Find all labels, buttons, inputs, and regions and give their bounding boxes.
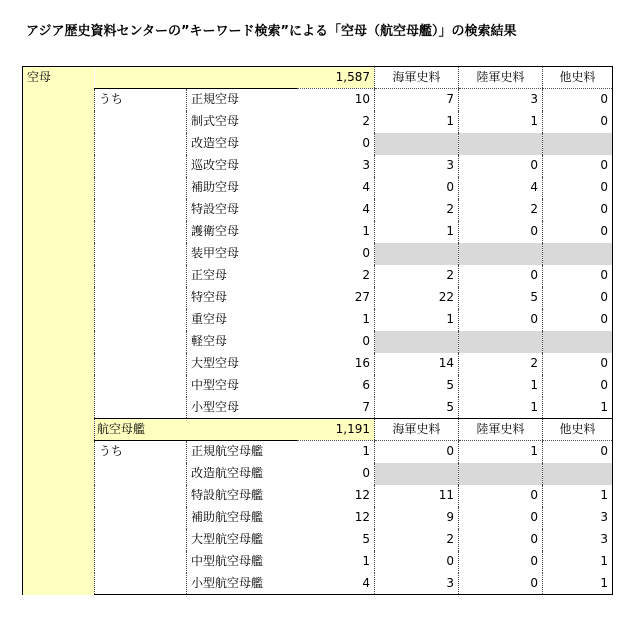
row-total: 0	[362, 136, 370, 150]
row-total: 1	[362, 554, 370, 568]
table-row	[23, 89, 613, 111]
row-total: 2	[362, 114, 370, 128]
row-navy: 2	[375, 199, 459, 221]
row-other: 1	[543, 397, 613, 419]
row-total: 4	[297, 573, 375, 595]
row-navy: 0	[375, 441, 459, 463]
row-army: 0	[459, 485, 543, 507]
row-name: 大型航空母艦	[187, 529, 297, 551]
row-total: 6	[362, 378, 370, 392]
row-other	[543, 463, 613, 485]
row-navy	[375, 463, 459, 485]
row-army: 0	[459, 265, 543, 287]
row-name: 中型航空母艦	[187, 551, 297, 573]
row-name: 改造航空母艦	[187, 463, 297, 485]
row-army: 0	[459, 529, 543, 551]
row-total: 27	[354, 290, 370, 304]
column-header-other: 他史料	[543, 67, 613, 89]
row-navy: 11	[375, 485, 459, 507]
row-name: 特設航空母艦	[187, 485, 297, 507]
row-other: 0	[543, 287, 613, 309]
row-navy: 22	[375, 287, 459, 309]
row-name: 正規空母	[187, 89, 297, 111]
row-other: 0	[543, 441, 613, 463]
results-table	[22, 66, 613, 595]
row-name: 制式空母	[187, 111, 297, 133]
section-header-row	[23, 419, 613, 441]
row-total: 12	[354, 510, 370, 524]
row-army: 1	[459, 441, 543, 463]
row-name: 装甲空母	[187, 243, 297, 265]
table-row	[23, 441, 613, 463]
row-army: 0	[459, 309, 543, 331]
row-name: 正規航空母艦	[187, 441, 297, 463]
row-other: 3	[543, 529, 613, 551]
row-navy: 1	[375, 309, 459, 331]
row-army: 0	[459, 573, 543, 595]
row-army	[459, 243, 543, 265]
section-label: 航空母艦	[95, 419, 297, 441]
row-army: 0	[459, 221, 543, 243]
row-total: 0	[362, 466, 370, 480]
row-army: 2	[459, 199, 543, 221]
row-name: 特設空母	[187, 199, 297, 221]
row-name: 護衛空母	[187, 221, 297, 243]
row-name: 大型空母	[187, 353, 297, 375]
row-total: 2	[362, 268, 370, 282]
section-header-row	[23, 67, 613, 89]
row-navy: 1	[375, 111, 459, 133]
row-other: 1	[543, 573, 613, 595]
row-navy: 2	[375, 265, 459, 287]
row-total: 1	[362, 312, 370, 326]
section-total: 1,587	[297, 67, 375, 89]
row-navy	[375, 243, 459, 265]
row-other	[543, 133, 613, 155]
row-name: 重空母	[187, 309, 297, 331]
row-total: 4	[362, 180, 370, 194]
row-navy: 0	[375, 177, 459, 199]
row-name: 小型空母	[187, 397, 297, 419]
row-name: 巡改空母	[187, 155, 297, 177]
row-other: 0	[543, 221, 613, 243]
section-sublabel: うち	[95, 441, 187, 595]
row-other: 0	[543, 353, 613, 375]
row-navy: 0	[375, 551, 459, 573]
row-navy: 3	[375, 155, 459, 177]
column-header-army: 陸軍史料	[459, 419, 543, 441]
row-navy: 7	[375, 89, 459, 111]
row-army	[459, 331, 543, 353]
section-label-spacer	[95, 67, 297, 89]
row-total: 3	[362, 158, 370, 172]
row-other: 3	[543, 507, 613, 529]
row-total: 1	[362, 444, 370, 459]
row-total: 16	[354, 356, 370, 370]
row-total: 5	[362, 532, 370, 546]
column-header-navy: 海軍史料	[375, 67, 459, 89]
row-total: 10	[354, 92, 370, 107]
row-army: 1	[459, 111, 543, 133]
row-total: 4	[362, 202, 370, 216]
row-total: 7	[362, 399, 370, 414]
row-other: 1	[543, 485, 613, 507]
row-other: 1	[543, 551, 613, 573]
row-navy: 2	[375, 529, 459, 551]
row-army: 2	[459, 353, 543, 375]
row-other: 0	[543, 375, 613, 397]
row-name: 補助空母	[187, 177, 297, 199]
section-label: 空母	[23, 67, 95, 595]
row-army: 4	[459, 177, 543, 199]
row-army: 5	[459, 287, 543, 309]
row-army: 1	[459, 397, 543, 419]
row-other	[543, 243, 613, 265]
column-header-other: 他史料	[543, 419, 613, 441]
row-navy: 3	[375, 573, 459, 595]
row-army: 0	[459, 507, 543, 529]
row-navy	[375, 331, 459, 353]
row-total: 0	[362, 246, 370, 260]
row-other: 0	[543, 265, 613, 287]
row-army: 3	[459, 89, 543, 111]
row-army	[459, 463, 543, 485]
row-other: 0	[543, 111, 613, 133]
row-navy: 14	[375, 353, 459, 375]
row-total: 1	[362, 224, 370, 238]
column-header-army: 陸軍史料	[459, 67, 543, 89]
row-other: 0	[543, 199, 613, 221]
row-name: 特空母	[187, 287, 297, 309]
row-other	[543, 331, 613, 353]
row-navy: 5	[375, 375, 459, 397]
row-army: 1	[459, 375, 543, 397]
row-army: 0	[459, 551, 543, 573]
row-total: 0	[362, 334, 370, 348]
row-other: 0	[543, 177, 613, 199]
row-total: 12	[354, 488, 370, 502]
section-total: 1,191	[297, 419, 375, 441]
row-other: 0	[543, 155, 613, 177]
row-other: 0	[543, 89, 613, 111]
row-name: 正空母	[187, 265, 297, 287]
row-name: 改造空母	[187, 133, 297, 155]
row-navy: 5	[375, 397, 459, 419]
row-navy	[375, 133, 459, 155]
row-name: 補助航空母艦	[187, 507, 297, 529]
row-army	[459, 133, 543, 155]
row-name: 中型空母	[187, 375, 297, 397]
row-army: 0	[459, 155, 543, 177]
row-navy: 1	[375, 221, 459, 243]
row-name: 小型航空母艦	[187, 573, 297, 595]
section-sublabel: うち	[95, 89, 187, 419]
column-header-navy: 海軍史料	[375, 419, 459, 441]
page-title: アジア歴史資料センターの”キーワード検索”による「空母（航空母艦）」の検索結果	[26, 24, 517, 39]
row-name: 軽空母	[187, 331, 297, 353]
row-navy: 9	[375, 507, 459, 529]
row-other: 0	[543, 309, 613, 331]
